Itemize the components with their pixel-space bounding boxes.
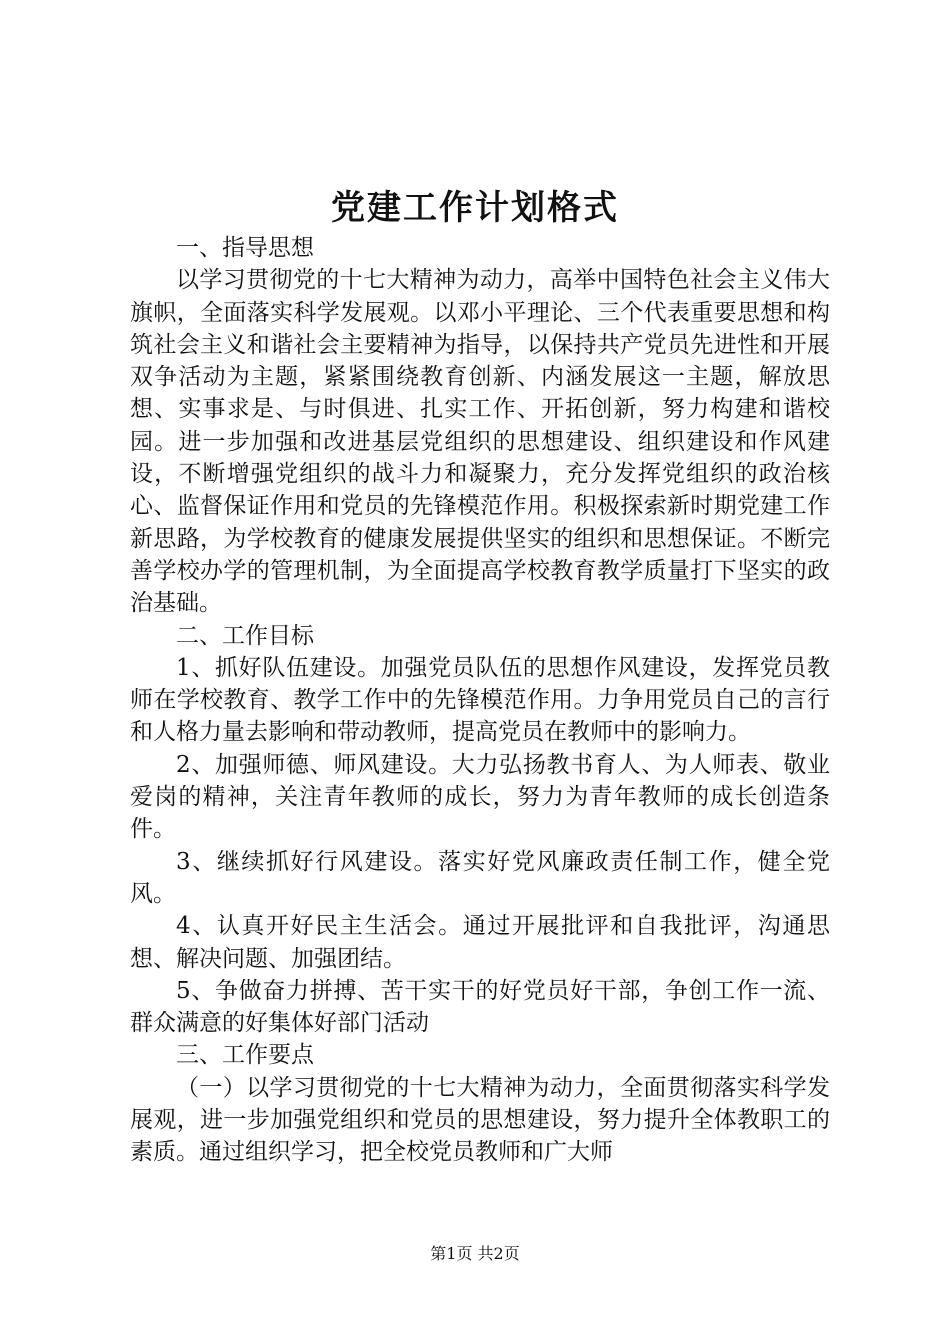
paragraph-goal-1: 1、抓好队伍建设。加强党员队伍的思想作风建设，发挥党员教师在学校教育、教学工作中的先锋模范作用。力争用党员自己的言行和人格力量去影响和带动教师，提高党员在教师中的影响力。: [130, 654, 830, 746]
section-heading-work-goals: 二、工作目标: [176, 622, 314, 649]
paragraph-goal-5: 5、争做奋力拼搏、苦干实干的好党员好干部，争创工作一流、群众满意的好集体好部门活动: [130, 977, 830, 1037]
paragraph-goal-2: 2、加强师德、师风建设。大力弘扬教书育人、为人师表、敬业爱岗的精神，关注青年教师的成长，努力为青年教师的成长创造条件。: [130, 751, 830, 843]
paragraph-goal-4: 4、认真开好民主生活会。通过开展批评和自我批评，沟通思想、解决问题、加强团结。: [130, 913, 830, 972]
document-body: [130, 232, 830, 1169]
section-heading-guiding-thought: 一、指导思想: [176, 235, 314, 261]
page-footer: 第1页 共2页: [430, 1244, 520, 1263]
paragraph-goal-3: 3、继续抓好行风建设。落实好党风廉政责任制工作，健全党风。: [130, 848, 830, 907]
section-heading-work-points: 三、工作要点: [176, 1042, 314, 1069]
paragraph-work-point-1: （一）以学习贯彻党的十七大精神为动力，全面贯彻落实科学发展观，进一步加强党组织和党员的思想建设，努力提升全体教职工的素质。通过组织学习，把全校党员教师和广大师: [130, 1074, 830, 1166]
paragraph-guiding-thought: 以学习贯彻党的十七大精神为动力，高举中国特色社会主义伟大旗帜，全面落实科学发展观。以邓小平理论、三个代表重要思想和构筑社会主义和谐社会主要精神为指导，以保持共产党员先进性和开展双争活动为主题，紧紧围绕教育创新、内涵发展这一主题，解放思想、实事求是、与时俱进、扎实工作、开拓创新，努力构建和谐校园。进一步加强和改进基层党组织的思想建设、组织建设和作风建设，不断增强党组织的战斗力和凝聚力，充分发挥党组织的政治核心、监督保证作用和党员的先锋模范作用。积极探索新时期党建工作新思路，为学校教育的健康发展提供坚实的组织和思想保证。不断完善学校办学的管理机制，为全面提高学校教育教学质量打下坚实的政治基础。: [130, 267, 830, 617]
document-title: 党建工作计划格式: [331, 188, 619, 228]
